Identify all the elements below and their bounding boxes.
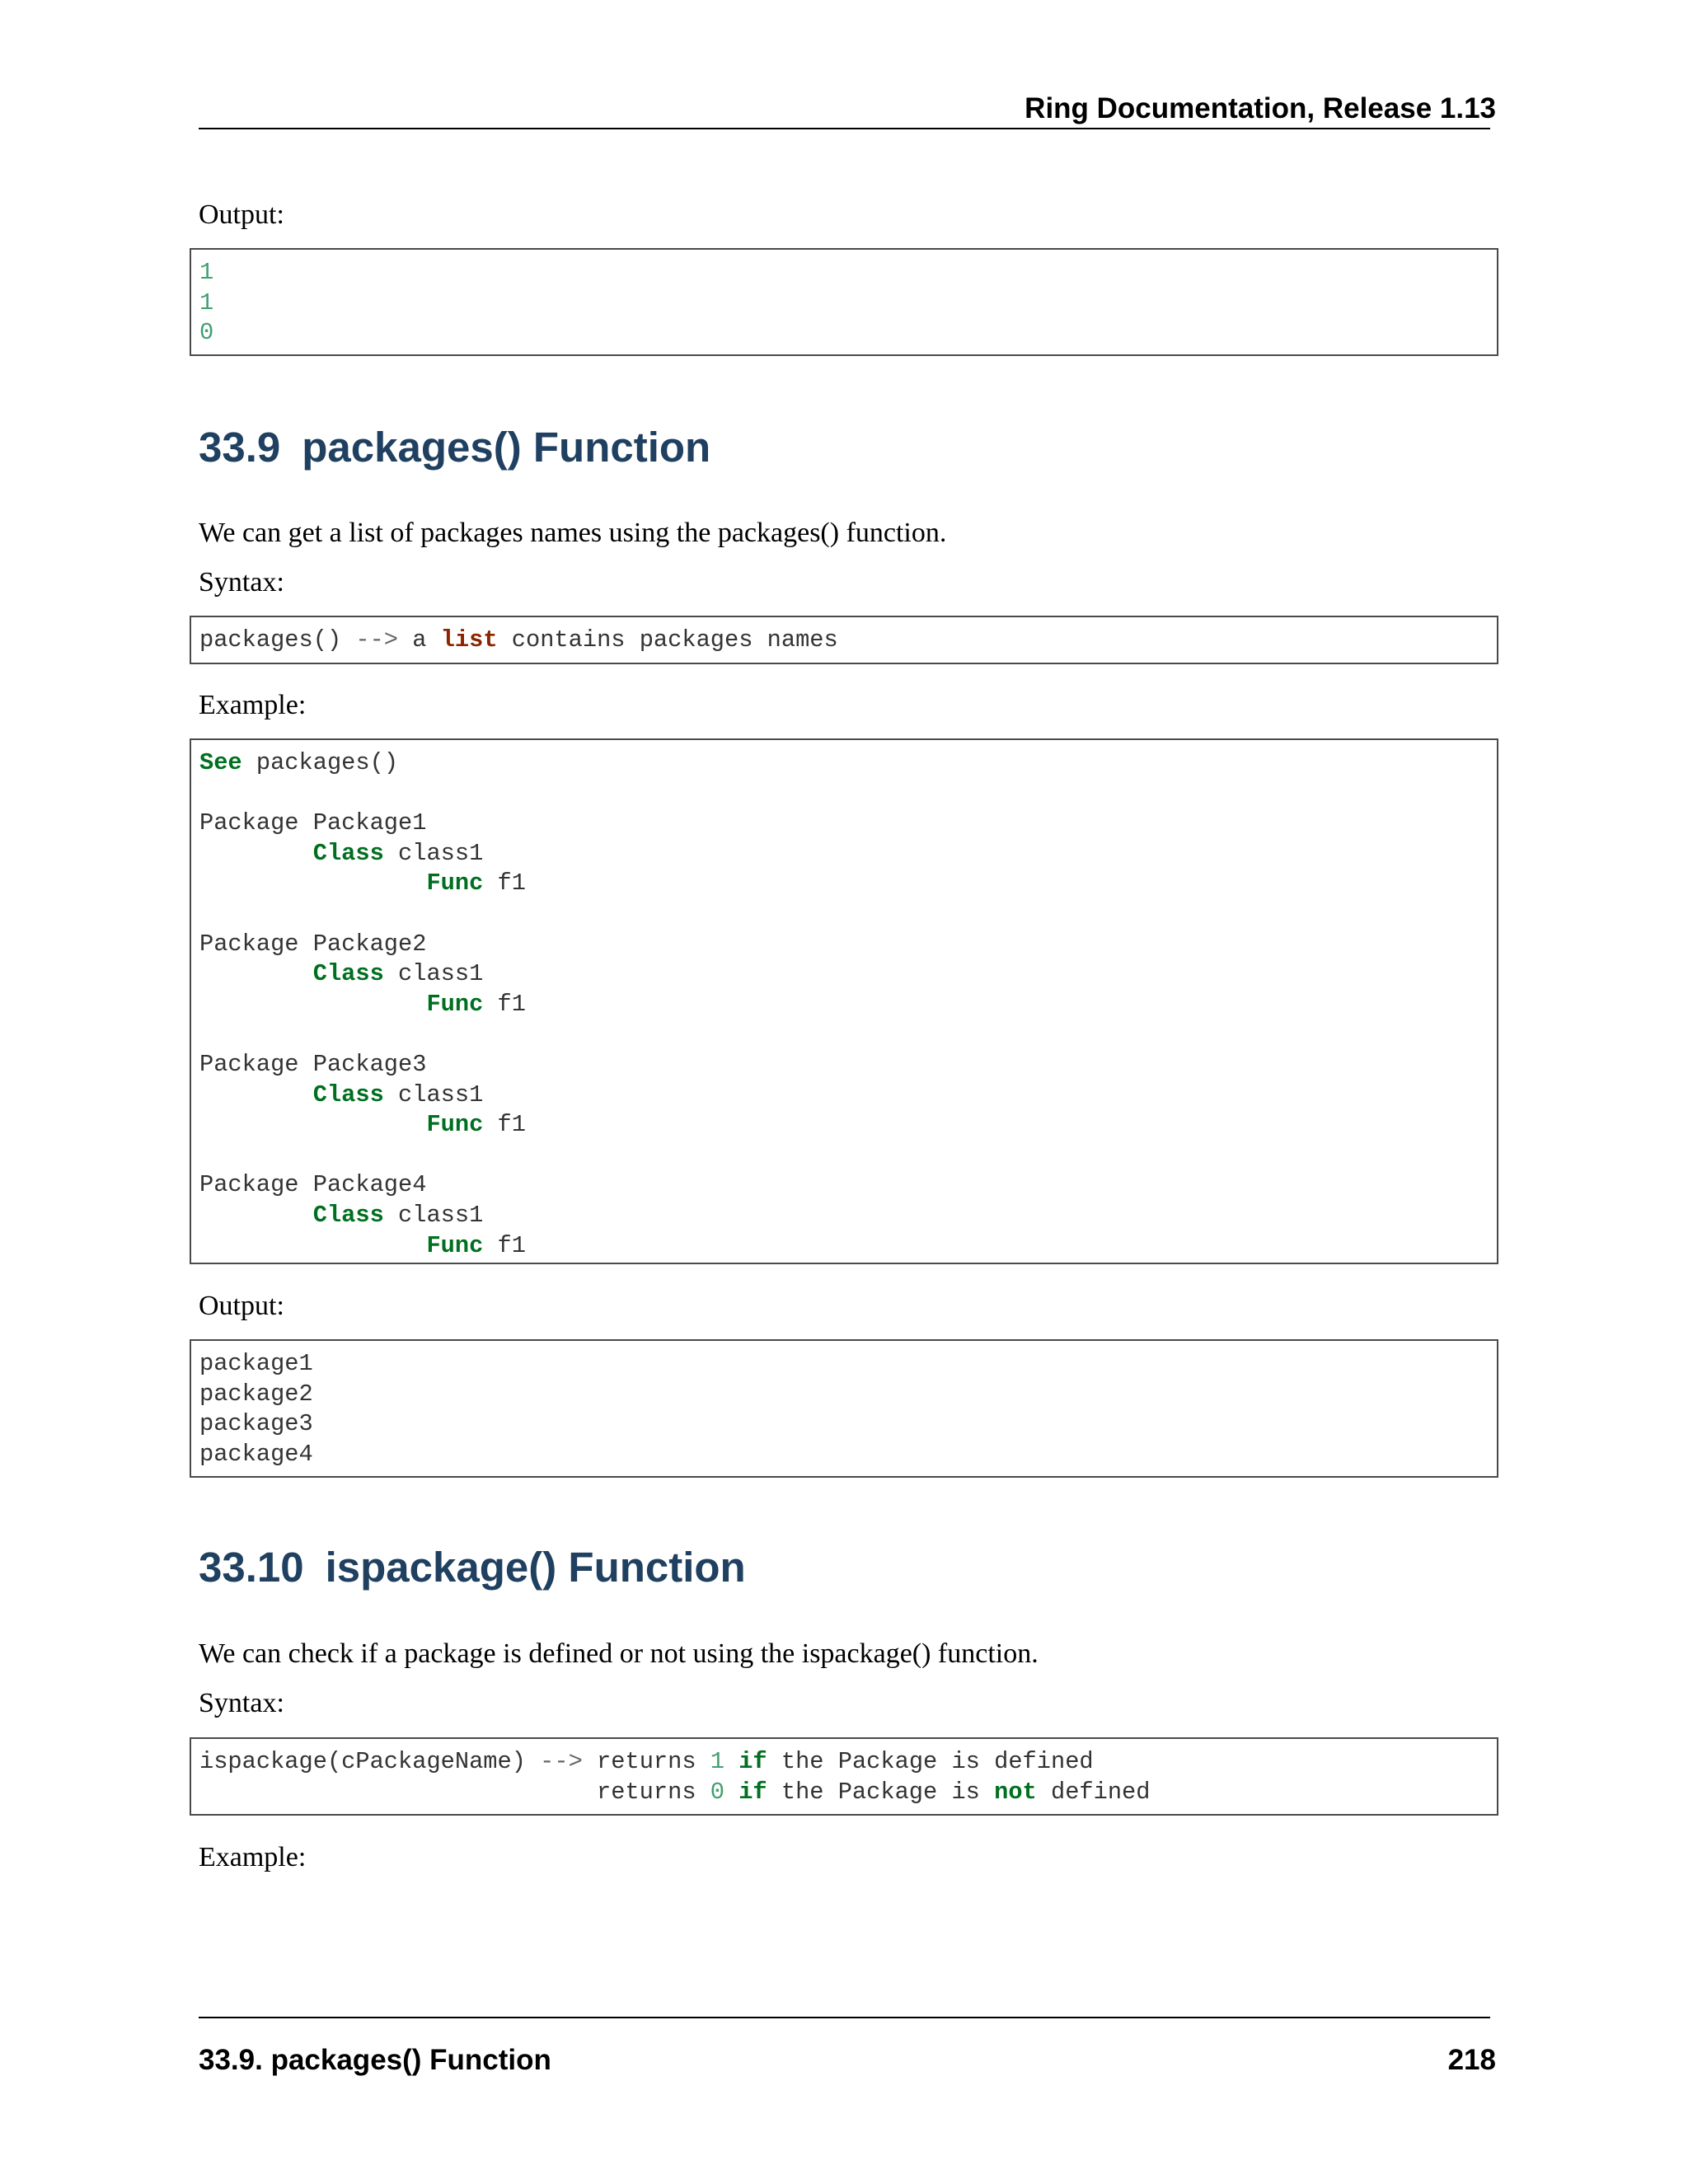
code-text: ispackage(cPackageName) --> returns 1 if the Package is defined returns 0 if the Package is not defined xyxy=(199,1748,1151,1806)
code-text: See packages() Package Package1 Class class1 Func f1 Package Package2 Class class1 Func f1 Package Package3 Class class1 Func f1 Package Package4 Class class1 Func f1 xyxy=(199,749,526,1259)
syntax-code-block xyxy=(190,616,1498,664)
footer-section-title: 33.9. packages() Function xyxy=(199,2044,551,2076)
running-header-title: Ring Documentation, Release 1.13 xyxy=(1025,92,1496,124)
footer-rule xyxy=(199,2017,1490,2018)
page-number: 218 xyxy=(1447,2044,1496,2076)
output-code-block xyxy=(190,1339,1498,1478)
section-heading-packages: 33.9 packages() Function xyxy=(199,424,711,471)
example-label: Example: xyxy=(199,690,307,720)
section-intro-paragraph: We can get a list of packages names using the packages() function. xyxy=(199,518,947,548)
section-heading-ispackage: 33.10 ispackage() Function xyxy=(199,1544,746,1591)
example-label: Example: xyxy=(199,1842,307,1872)
output-label: Output: xyxy=(199,1291,284,1321)
code-text: package1 package2 package3 package4 xyxy=(199,1350,313,1468)
output-label: Output: xyxy=(199,199,284,230)
section-intro-paragraph: We can check if a package is defined or not using the ispackage() function. xyxy=(199,1638,1039,1669)
code-text: 1 1 0 xyxy=(199,259,214,347)
syntax-label: Syntax: xyxy=(199,1688,284,1718)
example-code-block xyxy=(190,738,1498,1264)
syntax-code-block xyxy=(190,1737,1498,1816)
output-code-block xyxy=(190,248,1498,356)
syntax-label: Syntax: xyxy=(199,567,284,598)
header-rule xyxy=(199,128,1490,129)
code-text: packages() --> a list contains packages names xyxy=(199,626,838,654)
